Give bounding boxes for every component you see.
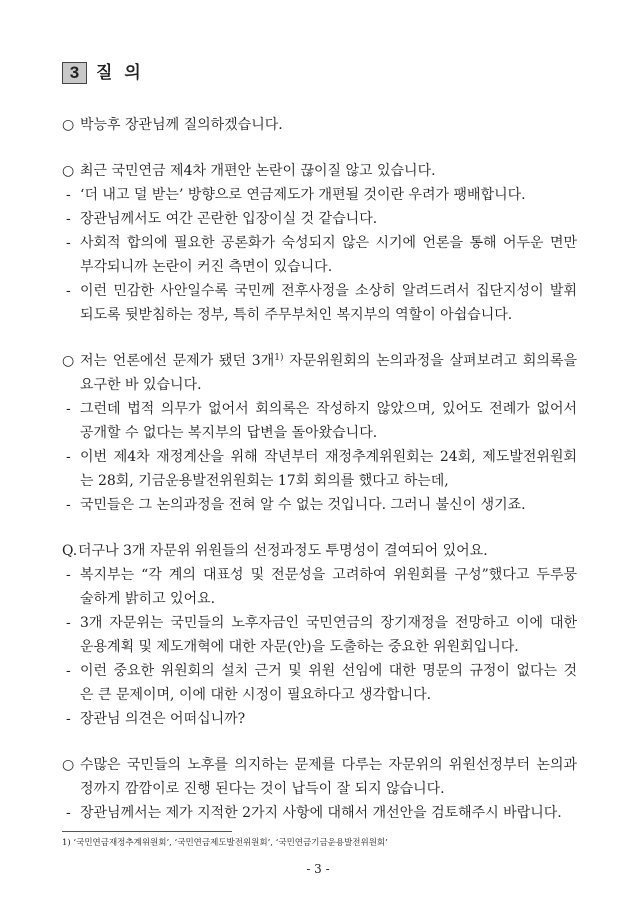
dash-bullet: - xyxy=(66,211,71,227)
line-text: 국민들은 그 논의과정을 전혀 알 수 없는 것입니다. 그러니 불신이 생기죠. xyxy=(80,497,526,513)
line-text: 이런 중요한 위원회의 설치 근거 및 위원 선임에 대한 명문의 규정이 없다는 것 xyxy=(80,663,577,679)
document-line xyxy=(80,589,215,609)
footnote-reference: 1) xyxy=(274,353,284,363)
line-text: 장관님 의견은 어떠십니까? xyxy=(80,711,246,727)
line-text: 저는 언론에선 문제가 됐던 3개 xyxy=(80,353,275,369)
document-line xyxy=(80,351,577,371)
page-number: - 3 - xyxy=(306,862,330,876)
dash-bullet: - xyxy=(66,567,71,583)
line-text: 술하게 밝히고 있어요. xyxy=(80,591,216,607)
line-text: 이번 제4차 재정계산을 위해 작년부터 재정추계위원회는 24회, 제도발전위원회 xyxy=(80,449,577,465)
document-line xyxy=(80,209,377,229)
line-text: 장관님께서도 여간 곤란한 입장이실 것 같습니다. xyxy=(80,211,378,227)
section-number-box: 3 xyxy=(62,62,87,84)
dash-bullet: - xyxy=(66,449,71,465)
document-line xyxy=(80,755,577,775)
line-text: 박능후 장관님께 질의하겠습니다. xyxy=(80,117,283,133)
section-title: 질 의 xyxy=(96,63,144,83)
line-text: 사회적 합의에 필요한 공론화가 숙성되지 않은 시기에 언론을 통해 어두운 면만 xyxy=(80,235,577,251)
document-line xyxy=(80,185,526,205)
line-text: 부각되니까 논란이 커진 측면이 있습니다. xyxy=(80,259,333,275)
circle-bullet-icon: ○ xyxy=(62,163,75,179)
circle-bullet-icon: ○ xyxy=(62,757,75,773)
line-text: 장관님께서는 제가 지적한 2가지 사항에 대해서 개선안을 검토해주시 바랍니다. xyxy=(80,805,562,821)
line-text: 최근 국민연금 제4차 개편안 논란이 끊이질 않고 있습니다. xyxy=(80,163,436,179)
document-line xyxy=(80,281,577,301)
dash-bullet: - xyxy=(66,711,71,727)
document-line xyxy=(80,661,577,681)
document-line xyxy=(80,495,526,515)
document-line xyxy=(80,375,202,395)
line-text: 복지부는 “각 계의 대표성 및 전문성을 고려하여 위원회를 구성”했다고 두루뭉 xyxy=(80,567,577,583)
document-line xyxy=(80,447,577,467)
dash-bullet: - xyxy=(66,235,71,251)
line-text: 3개 자문위는 국민들의 노후자금인 국민연금의 장기재정을 전망하고 이에 대한 xyxy=(80,615,577,631)
footnote-divider xyxy=(62,831,232,832)
line-text: 운용계획 및 제도개혁에 대한 자문(안)을 도출하는 중요한 위원회입니다. xyxy=(80,639,519,655)
document-line xyxy=(80,399,577,419)
document-line xyxy=(80,779,445,799)
line-text: 되도록 뒷받침하는 정부, 특히 주무부처인 복지부의 역할이 아쉽습니다. xyxy=(80,307,513,323)
document-line xyxy=(80,233,577,253)
document-line xyxy=(80,565,577,585)
dash-bullet: - xyxy=(66,401,71,417)
line-text: 은 큰 문제이며, 이에 대한 시정이 필요하다고 생각합니다. xyxy=(80,687,432,703)
dash-bullet: - xyxy=(66,805,71,821)
document-line xyxy=(80,305,512,325)
document-line xyxy=(80,161,436,181)
dash-bullet: - xyxy=(66,497,71,513)
line-text: 공개할 수 없다는 복지부의 답변을 돌아왔습니다. xyxy=(80,425,378,441)
document-line xyxy=(80,257,332,277)
document-line xyxy=(78,541,488,561)
line-text: 더구나 3개 자문위 위원들의 선정과정도 투명성이 결여되어 있어요. xyxy=(78,543,488,559)
line-text-continued: 자문위원회의 논의과정을 살펴보려고 회의록을 xyxy=(283,353,577,369)
footnote: 1) ‘국민연금재정추계위원회’, ‘국민연금제도발전위원회’, ‘국민연금기금운용발전위원회’ xyxy=(62,838,388,848)
line-text: 정까지 깜깜이로 진행 된다는 것이 납득이 잘 되지 않습니다. xyxy=(80,781,445,797)
line-text: 이런 민감한 사안일수록 국민께 전후사정을 소상히 알려드려서 집단지성이 발휘 xyxy=(80,283,577,299)
document-line xyxy=(80,803,562,823)
circle-bullet-icon: ○ xyxy=(62,117,75,133)
line-text: 는 28회, 기금운용발전위원회는 17회 회의를 했다고 하는데, xyxy=(80,473,449,489)
question-marker: Q. xyxy=(62,543,78,559)
line-text: 요구한 바 있습니다. xyxy=(80,377,202,393)
dash-bullet: - xyxy=(66,615,71,631)
document-line xyxy=(80,709,245,729)
line-text: 그런데 법적 의무가 없어서 회의록은 작성하지 않았으며, 있어도 전례가 없어서 xyxy=(80,401,577,417)
dash-bullet: - xyxy=(66,187,71,203)
dash-bullet: - xyxy=(66,663,71,679)
document-line xyxy=(80,423,377,443)
line-text: 수많은 국민들의 노후를 의지하는 문제를 다루는 자문위의 위원선정부터 논의과 xyxy=(80,757,577,773)
circle-bullet-icon: ○ xyxy=(62,353,75,369)
document-line xyxy=(80,637,519,657)
document-line xyxy=(80,471,449,491)
line-text: ‘더 내고 덜 받는’ 방향으로 연금제도가 개편될 것이란 우려가 팽배합니다. xyxy=(80,187,526,203)
document-line xyxy=(80,115,283,135)
dash-bullet: - xyxy=(66,283,71,299)
document-line xyxy=(80,613,577,633)
document-line xyxy=(80,685,431,705)
